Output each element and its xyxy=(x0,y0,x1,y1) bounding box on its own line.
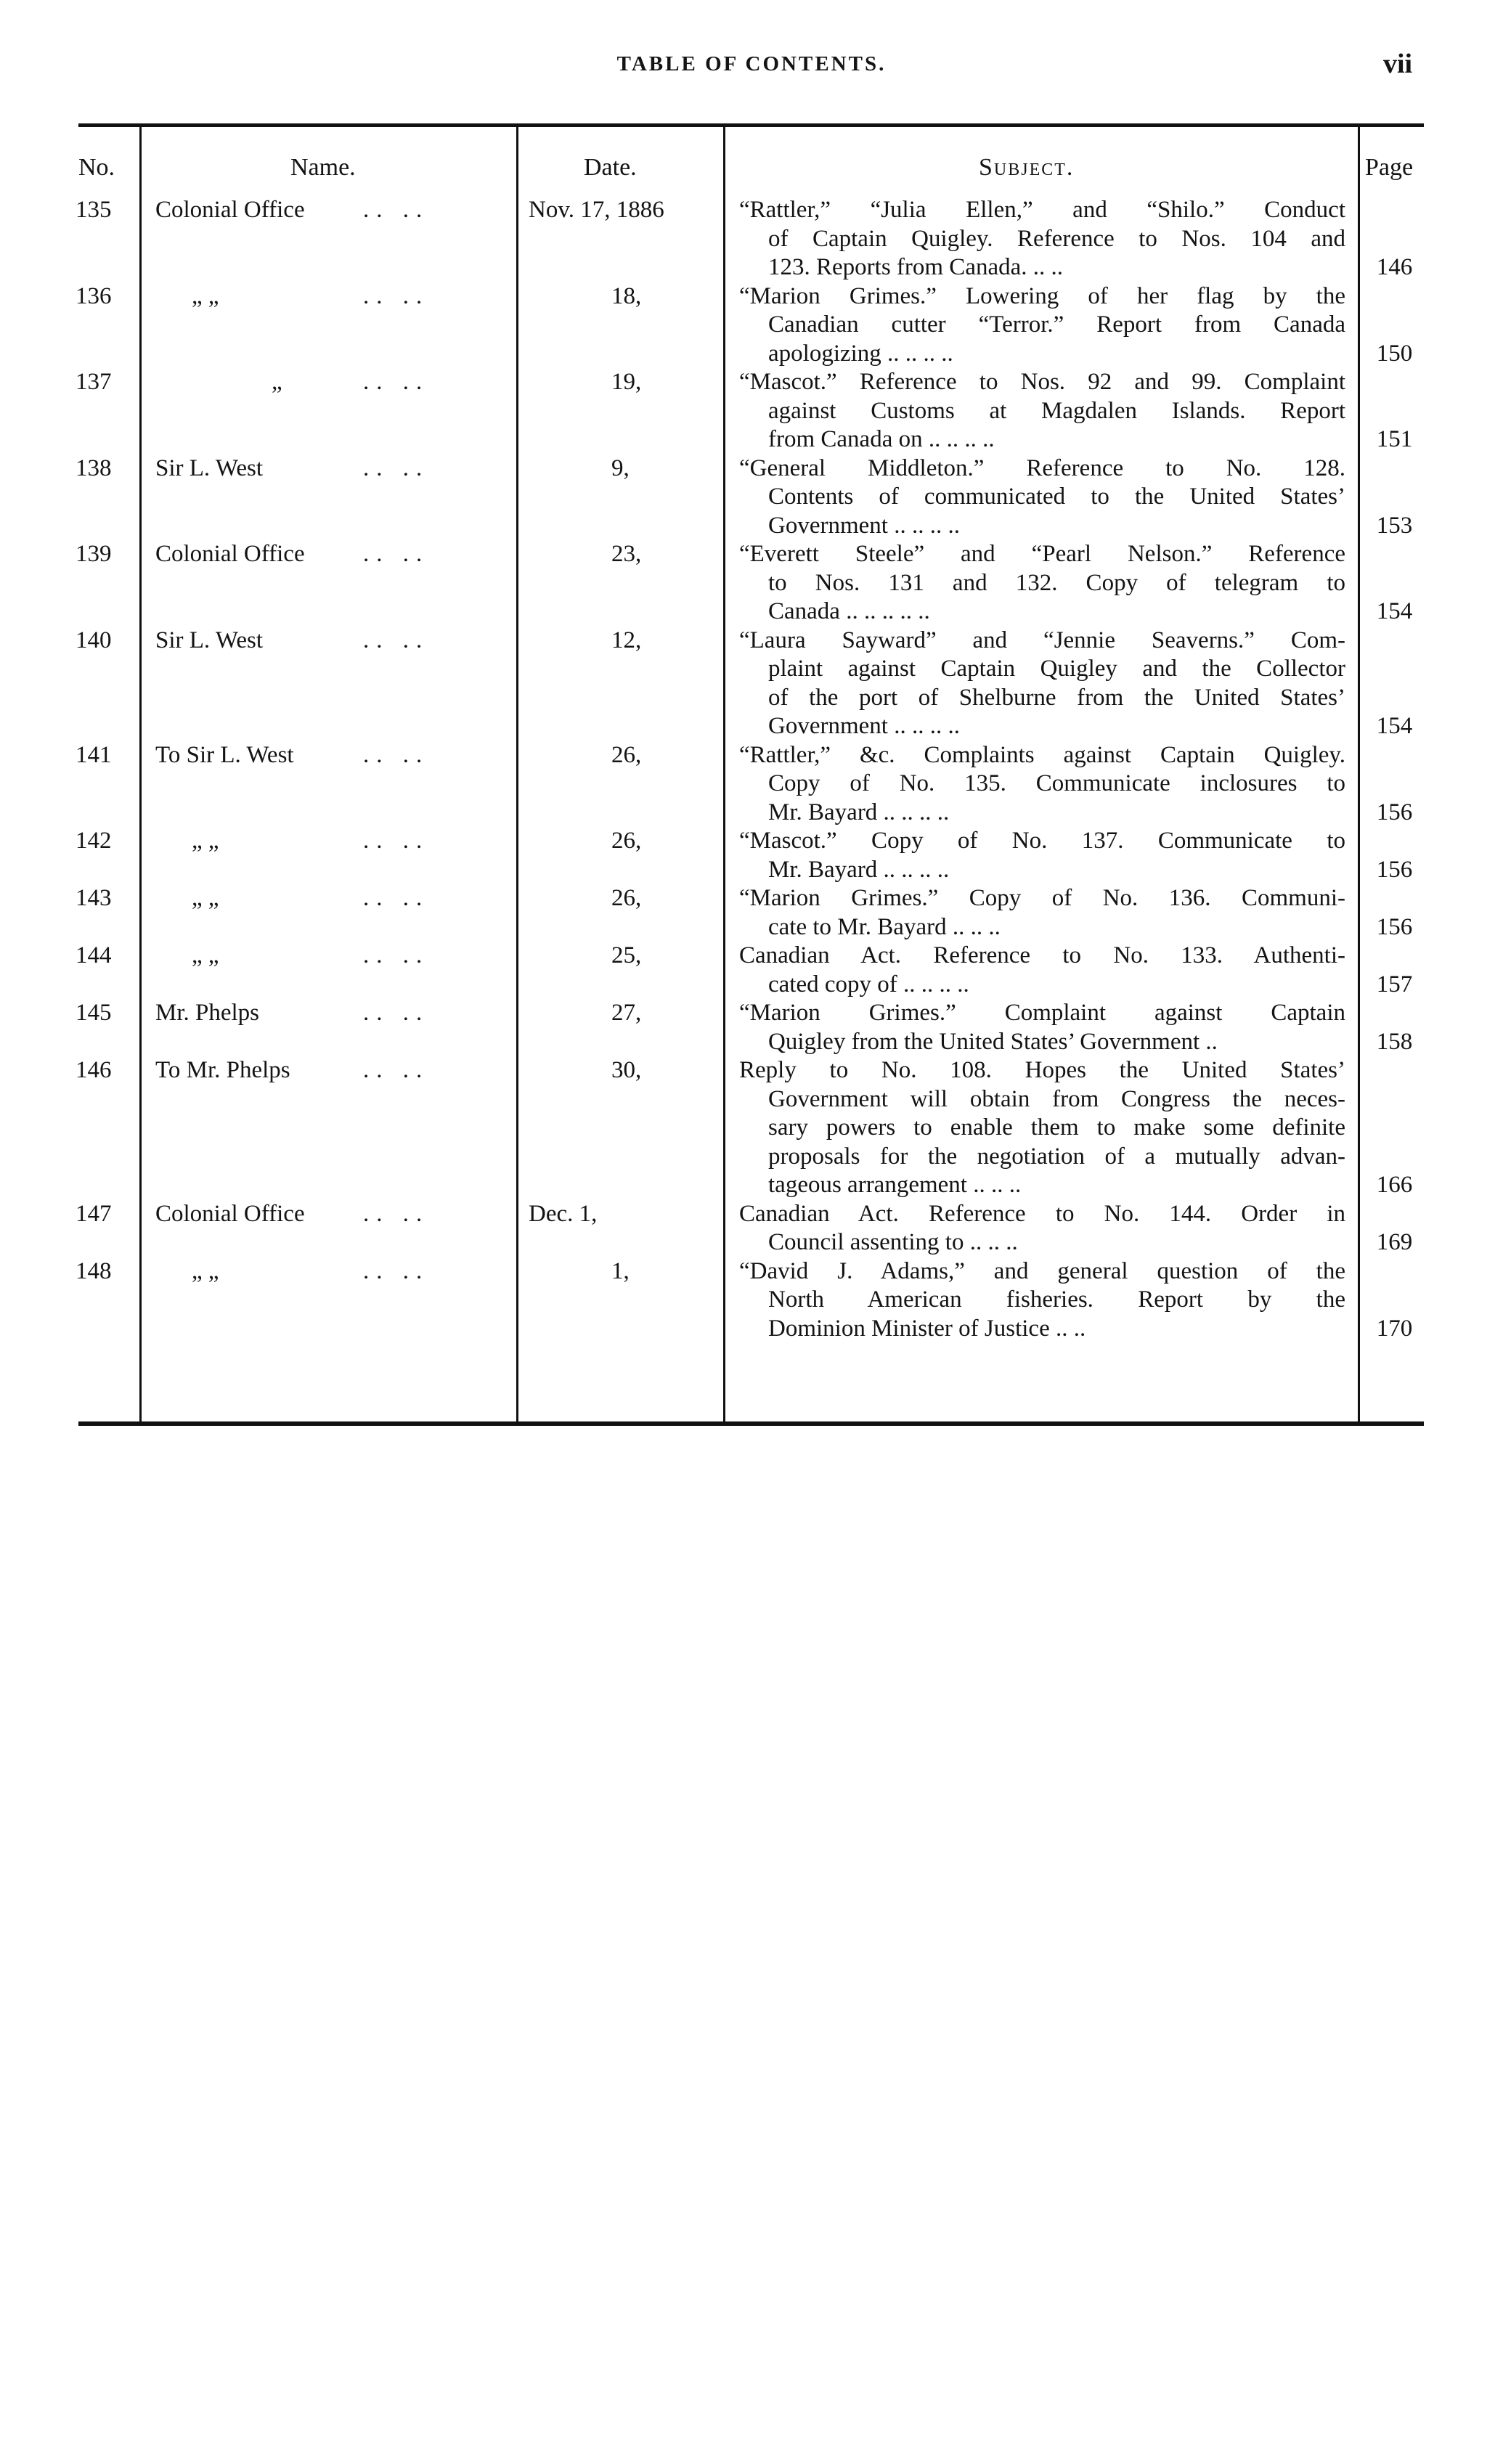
entry-number: 145 xyxy=(76,1000,112,1026)
column-header-name: Name. xyxy=(290,154,356,181)
subject-line: Mr. Bayard .. .. .. .. xyxy=(768,856,950,883)
subject-line: “Mascot.” Reference to Nos. 92 and 99. Complaint xyxy=(739,369,1345,395)
name-leader-dots: .. .. xyxy=(363,942,430,968)
entry-page: 154 xyxy=(1376,713,1413,739)
name-leader-dots: .. .. xyxy=(363,197,430,223)
subject-line: “Marion Grimes.” Complaint against Captain xyxy=(739,1000,1345,1026)
name-leader-dots: .. .. xyxy=(363,885,430,911)
entry-name: „ „ xyxy=(192,1257,219,1284)
entry-date: 9, xyxy=(611,454,630,481)
entry-date: 30, xyxy=(611,1057,642,1083)
entry-number: 136 xyxy=(76,282,112,309)
column-header-no: No. xyxy=(78,154,115,181)
entry-page: 153 xyxy=(1376,512,1413,539)
column-header-subject: Subject. xyxy=(979,154,1075,181)
entry-name: Sir L. West xyxy=(155,454,263,481)
entry-name: „ „ xyxy=(192,885,219,911)
entry-page: 166 xyxy=(1376,1172,1413,1198)
entry-subject xyxy=(739,1257,1345,1344)
column-header-date: Date. xyxy=(584,154,637,181)
subject-line: Mr. Bayard .. .. .. .. xyxy=(768,799,950,825)
entry-number: 144 xyxy=(76,942,112,968)
running-header-title: TABLE OF CONTENTS. xyxy=(616,52,887,76)
entry-date: 12, xyxy=(611,627,642,653)
entry-number: 142 xyxy=(76,828,112,854)
entry-page: 154 xyxy=(1376,598,1413,624)
entry-subject xyxy=(739,282,1345,369)
entry-name: „ „ xyxy=(192,942,219,968)
column-header-page: Page xyxy=(1365,154,1414,181)
name-leader-dots: .. .. xyxy=(363,1057,430,1083)
subject-line: cated copy of .. .. .. .. xyxy=(768,971,969,998)
entry-name: Mr. Phelps xyxy=(155,1000,260,1026)
subject-line: Canadian Act. Reference to No. 144. Order in xyxy=(739,1200,1345,1227)
subject-line: Council assenting to .. .. .. xyxy=(768,1229,1018,1255)
subject-line: Canada .. .. .. .. .. xyxy=(768,598,930,624)
entry-subject xyxy=(739,1200,1345,1257)
table-bottom-rule xyxy=(78,1421,1424,1426)
table-top-rule xyxy=(78,123,1424,127)
entry-subject xyxy=(739,454,1345,541)
entry-page: 156 xyxy=(1376,913,1413,940)
subject-line: Government will obtain from Congress the neces- xyxy=(768,1085,1345,1112)
entry-name: „ „ xyxy=(192,828,219,854)
entry-subject xyxy=(739,196,1345,282)
entry-subject xyxy=(739,368,1345,454)
column-divider-no-name xyxy=(139,127,142,1421)
subject-line: Copy of No. 135. Communicate inclosures to xyxy=(768,770,1345,796)
entry-number: 143 xyxy=(76,885,112,911)
entry-subject xyxy=(739,942,1345,999)
entry-subject xyxy=(739,741,1345,828)
subject-line: Reply to No. 108. Hopes the United States’ xyxy=(739,1057,1345,1083)
entry-number: 141 xyxy=(76,741,112,768)
entry-number: 139 xyxy=(76,541,112,567)
subject-line: apologizing .. .. .. .. xyxy=(768,340,953,367)
subject-line: of Captain Quigley. Reference to Nos. 104 and xyxy=(768,225,1345,252)
entry-name: „ xyxy=(272,369,282,395)
subject-line: cate to Mr. Bayard .. .. .. xyxy=(768,913,1001,940)
subject-line: “Marion Grimes.” Copy of No. 136. Communi- xyxy=(739,885,1345,911)
name-leader-dots: .. .. xyxy=(363,454,430,481)
entry-date: 1, xyxy=(611,1257,630,1284)
subject-line: sary powers to enable them to make some definite xyxy=(768,1114,1345,1141)
subject-line: Contents of communicated to the United States’ xyxy=(768,484,1345,510)
entry-subject xyxy=(739,540,1345,627)
subject-line: proposals for the negotiation of a mutually advan- xyxy=(768,1143,1345,1170)
name-leader-dots: .. .. xyxy=(363,741,430,768)
entry-page: 146 xyxy=(1376,254,1413,280)
entry-number: 138 xyxy=(76,454,112,481)
subject-line: Government .. .. .. .. xyxy=(768,512,960,539)
entry-name: Colonial Office xyxy=(155,541,305,567)
subject-line: “Rattler,” “Julia Ellen,” and “Shilo.” Conduct xyxy=(739,197,1345,223)
entry-name: Colonial Office xyxy=(155,197,305,223)
entry-page: 156 xyxy=(1376,799,1413,825)
entry-page: 150 xyxy=(1376,340,1413,367)
entry-subject xyxy=(739,1056,1345,1200)
subject-line: plaint against Captain Quigley and the Collector xyxy=(768,656,1345,682)
entry-page: 158 xyxy=(1376,1028,1413,1055)
subject-line: 123. Reports from Canada. .. .. xyxy=(768,254,1064,280)
entry-name: „ „ xyxy=(192,282,219,309)
subject-line: Canadian Act. Reference to No. 133. Authenti- xyxy=(739,942,1345,968)
subject-line: “General Middleton.” Reference to No. 128. xyxy=(739,454,1345,481)
subject-line: Canadian cutter “Terror.” Report from Canada xyxy=(768,311,1345,338)
entry-date: 23, xyxy=(611,541,642,567)
subject-line: “David J. Adams,” and general question of the xyxy=(739,1257,1345,1284)
subject-line: North American fisheries. Report by the xyxy=(768,1286,1345,1313)
entry-date: 18, xyxy=(611,282,642,309)
entry-page: 157 xyxy=(1376,971,1413,998)
page-number: vii xyxy=(1383,49,1413,79)
subject-line: Dominion Minister of Justice .. .. xyxy=(768,1315,1086,1342)
entry-name: To Mr. Phelps xyxy=(155,1057,290,1083)
column-divider-subject-page xyxy=(1358,127,1360,1421)
subject-line: “Mascot.” Copy of No. 137. Communicate to xyxy=(739,828,1345,854)
subject-line: of the port of Shelburne from the United States’ xyxy=(768,684,1345,711)
entry-number: 137 xyxy=(76,369,112,395)
entry-date: 19, xyxy=(611,369,642,395)
name-leader-dots: .. .. xyxy=(363,1200,430,1227)
entry-date: Nov. 17, 1886 xyxy=(529,197,664,223)
entry-page: 169 xyxy=(1376,1229,1413,1255)
subject-line: “Laura Sayward” and “Jennie Seaverns.” Com- xyxy=(739,627,1345,653)
entry-subject xyxy=(739,627,1345,741)
entry-subject xyxy=(739,999,1345,1056)
entry-date: 27, xyxy=(611,1000,642,1026)
name-leader-dots: .. .. xyxy=(363,541,430,567)
entry-number: 148 xyxy=(76,1257,112,1284)
entry-subject xyxy=(739,884,1345,942)
name-leader-dots: .. .. xyxy=(363,282,430,309)
entry-number: 146 xyxy=(76,1057,112,1083)
name-leader-dots: .. .. xyxy=(363,1257,430,1284)
subject-line: Government .. .. .. .. xyxy=(768,713,960,739)
subject-line: Quigley from the United States’ Government .. xyxy=(768,1028,1218,1055)
entry-page: 170 xyxy=(1376,1315,1413,1342)
entry-number: 135 xyxy=(76,197,112,223)
name-leader-dots: .. .. xyxy=(363,828,430,854)
subject-line: tageous arrangement .. .. .. xyxy=(768,1172,1022,1198)
name-leader-dots: .. .. xyxy=(363,1000,430,1026)
entry-date: 25, xyxy=(611,942,642,968)
entry-page: 156 xyxy=(1376,856,1413,883)
entry-date: 26, xyxy=(611,828,642,854)
entry-page: 151 xyxy=(1376,426,1413,452)
entry-date: 26, xyxy=(611,741,642,768)
entry-name: Colonial Office xyxy=(155,1200,305,1227)
subject-line: against Customs at Magdalen Islands. Report xyxy=(768,397,1345,424)
entry-name: To Sir L. West xyxy=(155,741,294,768)
subject-line: “Marion Grimes.” Lowering of her flag by the xyxy=(739,282,1345,309)
subject-line: to Nos. 131 and 132. Copy of telegram to xyxy=(768,569,1345,596)
entry-subject xyxy=(739,827,1345,884)
entry-date: Dec. 1, xyxy=(529,1200,598,1227)
column-divider-date-subject xyxy=(723,127,725,1421)
subject-line: “Rattler,” &c. Complaints against Captain Quigley. xyxy=(739,741,1345,768)
entry-number: 147 xyxy=(76,1200,112,1227)
entry-number: 140 xyxy=(76,627,112,653)
subject-line: from Canada on .. .. .. .. xyxy=(768,426,995,452)
subject-line: “Everett Steele” and “Pearl Nelson.” Reference xyxy=(739,541,1345,567)
entry-name: Sir L. West xyxy=(155,627,263,653)
entry-date: 26, xyxy=(611,885,642,911)
name-leader-dots: .. .. xyxy=(363,627,430,653)
name-leader-dots: .. .. xyxy=(363,369,430,395)
